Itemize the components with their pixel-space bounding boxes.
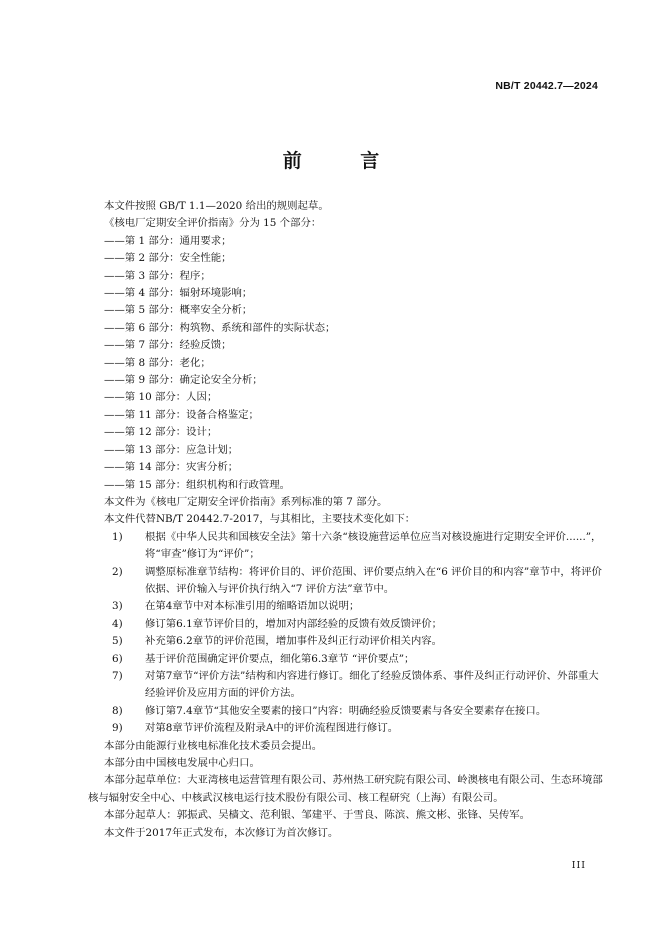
list-item: ——第 14 部分：灾害分析；: [104, 461, 239, 474]
list-item: ——第 5 部分：概率安全分析；: [104, 304, 253, 317]
list-item: ——第 1 部分：通用要求；: [104, 234, 232, 247]
document-body: [88, 198, 609, 842]
change-item: [112, 564, 609, 599]
change-text: 对第8章节评价流程及附录A中的评价流程图进行修订。: [145, 722, 399, 735]
change-text: 调整原标准章节结构：将评价目的、评价范围、评价要点纳入在“6 评价目的和内容”章节中，将评价依据、评价输入与评价执行纳入“7 评价方法”章节中。: [145, 565, 602, 595]
change-number: 5): [112, 635, 123, 648]
change-number: 3): [112, 600, 123, 613]
list-item: ——第 9 部分：确定论安全分析；: [104, 374, 263, 387]
change-item: [112, 703, 609, 720]
parts-list: [104, 233, 609, 494]
change-text: 修订第7.4章节“其他安全要素的接口”内容：明确经验反馈要素与各安全要素存在接口。: [145, 704, 547, 717]
list-item: ——第 4 部分：辐射环境影响；: [104, 287, 253, 300]
change-number: 9): [112, 722, 123, 735]
closing-line: 本部分由中国核电发展中心归口。: [104, 757, 260, 769]
change-text: 根据《中华人民共和国核安全法》第十六条“核设施营运单位应当对核设施进行定期安全评价......”，将“审查”修订为“评价”；: [145, 530, 602, 561]
list-item: ——第 2 部分：安全性能；: [104, 252, 232, 265]
list-item: ——第 10 部分：人因；: [104, 391, 218, 404]
change-number: 7): [112, 669, 123, 682]
closing-line: 本部分起草人：郭振武、吴樯文、范利银、邹建平、于雪良、陈滨、熊文彬、张锋、吴传军。: [104, 809, 531, 822]
change-item: [112, 616, 609, 633]
change-text: 补充第6.2章节的评价范围，增加事件及纠正行动评价相关内容。: [145, 635, 443, 648]
change-number: 6): [112, 652, 123, 665]
change-text: 基于评价范围确定评价要点，细化第6.3章节 “评价要点”；: [145, 652, 415, 665]
change-text: 对第7章节“评价方法”结构和内容进行修订。细化了经验反馈体系、事件及纠正行动评价、外部重大经验评价及应用方面的评价方法。: [145, 669, 599, 700]
list-item: ——第 15 部分：组织机构和行政管理。: [104, 478, 291, 491]
replace-note: 本文件代替NB/T 20442.7-2017，与其相比，主要技术变化如下：: [104, 513, 416, 526]
change-number: 8): [112, 704, 123, 717]
list-item: ——第 3 部分：程序；: [104, 269, 211, 282]
list-item: ——第 12 部分：设计；: [104, 426, 218, 439]
change-item: [112, 633, 609, 650]
closing-line: 本文件于2017年正式发布，本次修订为首次修订。: [104, 826, 339, 839]
change-number: 1): [112, 530, 123, 543]
change-text: 修订第6.1章节评价目的，增加对内部经验的反馈有效反馈评价；: [145, 617, 443, 630]
list-item: ——第 6 部分：构筑物、系统和部件的实际状态；: [104, 321, 336, 334]
change-number: 2): [112, 565, 123, 578]
intro-line: 本文件按照 GB/T 1.1—2020 给出的规则起草。: [104, 200, 329, 212]
page-number: III: [571, 860, 586, 871]
list-item: ——第 11 部分：设备合格鉴定；: [104, 408, 259, 421]
changes-list: [104, 529, 609, 738]
change-number: 4): [112, 617, 123, 630]
closing-line: 本部分起草单位：大亚湾核电运营管理有限公司、苏州热工研究院有限公司、岭澳核电有限公司、生态环境部核与辐射安全中心、中核武汉核电运行技术股份有限公司、核工程研究（上海）有限公司。: [88, 774, 603, 804]
intro-line: 《核电厂定期安全评价指南》分为 15 个部分：: [104, 217, 322, 230]
list-item: ——第 8 部分：老化；: [104, 356, 211, 369]
change-item: [112, 529, 609, 564]
series-note: 本文件为《核电厂定期安全评价指南》系列标准的第 7 部分。: [104, 495, 388, 508]
change-item: [112, 651, 609, 668]
doc-code: NB/T 20442.7—2024: [495, 80, 598, 92]
change-text: 在第4章节中对本标准引用的缩略语加以说明；: [145, 600, 360, 613]
list-item: ——第 7 部分：经验反馈；: [104, 339, 232, 352]
change-item: [112, 720, 609, 737]
list-item: ——第 13 部分：应急计划；: [104, 443, 239, 456]
closing-line: 本部分由能源行业核电标准化技术委员会提出。: [104, 739, 323, 752]
change-item: [112, 598, 609, 615]
page-title: 前 言: [282, 150, 406, 172]
change-item: [112, 668, 609, 703]
